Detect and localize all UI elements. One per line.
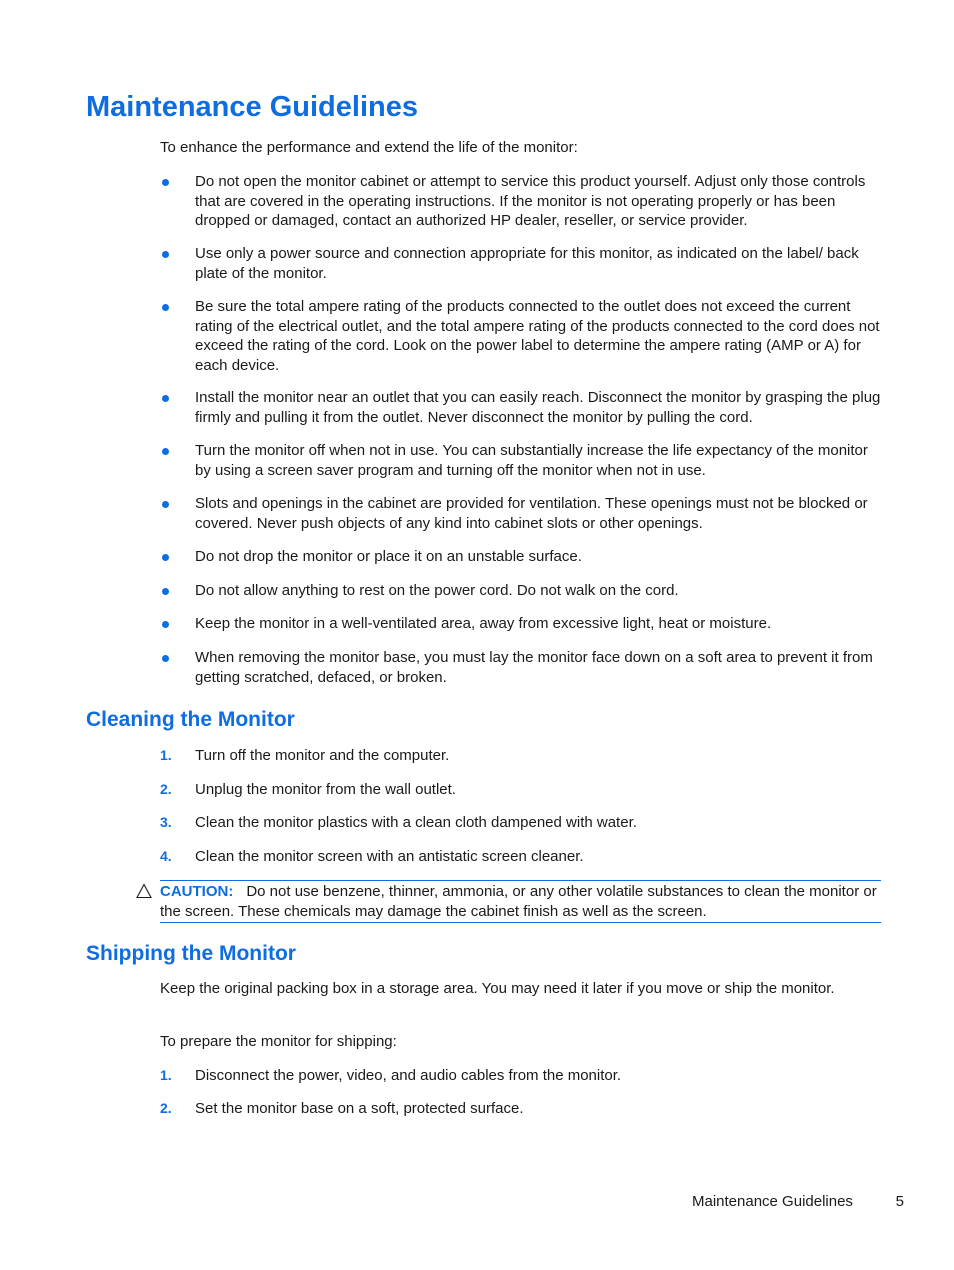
step-number: 2. (160, 781, 172, 797)
caution-label: CAUTION: (160, 883, 234, 900)
bullet-icon (162, 304, 169, 311)
bullet-icon (162, 395, 169, 402)
guideline-item: When removing the monitor base, you must lay the monitor face down on a soft area to prevent it from getting scratched, defaced, or broken. (160, 648, 882, 687)
cleaning-step: 4. Clean the monitor screen with an antistatic screen cleaner. (160, 848, 584, 865)
bullet-icon (162, 655, 169, 662)
cleaning-step: 3. Clean the monitor plastics with a clean cloth dampened with water. (160, 814, 637, 831)
caution-notice (160, 880, 881, 923)
step-number: 3. (160, 814, 172, 830)
step-number: 1. (160, 747, 172, 763)
guideline-item: Do not drop the monitor or place it on an unstable surface. (160, 547, 882, 567)
shipping-step: 2. Set the monitor base on a soft, protected surface. (160, 1100, 524, 1117)
guideline-item: Slots and openings in the cabinet are provided for ventilation. These openings must not be blocked or covered. Never push objects of any kind into cabinet slots or other openings. (160, 494, 882, 533)
shipping-heading: Shipping the Monitor (86, 942, 296, 965)
bullet-icon (162, 554, 169, 561)
page-title: Maintenance Guidelines (86, 91, 418, 123)
bullet-icon (162, 179, 169, 186)
bullet-icon (162, 448, 169, 455)
caution-text: Do not use benzene, thinner, ammonia, or any other volatile substances to clean the monitor or the screen. These chemicals may damage the cabinet finish as well as the screen. (160, 883, 877, 920)
bullet-icon (162, 501, 169, 508)
caution-triangle-icon (136, 883, 152, 899)
step-number: 2. (160, 1100, 172, 1116)
shipping-prepare-paragraph: To prepare the monitor for shipping: (160, 1033, 397, 1050)
bullet-icon (162, 588, 169, 595)
shipping-paragraph: Keep the original packing box in a storage area. You may need it later if you move or ship the monitor. (160, 980, 835, 997)
cleaning-step: 1. Turn off the monitor and the computer. (160, 747, 450, 764)
guideline-item: Turn the monitor off when not in use. You can substantially increase the life expectancy of the monitor by using a screen saver program and turning off the monitor when not in use. (160, 441, 882, 480)
guideline-item: Install the monitor near an outlet that you can easily reach. Disconnect the monitor by grasping the plug firmly and pulling it from the outlet. Never disconnect the monitor by pulling the cord. (160, 388, 882, 427)
cleaning-step: 2. Unplug the monitor from the wall outlet. (160, 781, 456, 798)
bullet-icon (162, 621, 169, 628)
guideline-item: Keep the monitor in a well-ventilated area, away from excessive light, heat or moisture. (160, 614, 882, 634)
guideline-item: Do not allow anything to rest on the power cord. Do not walk on the cord. (160, 581, 882, 601)
bullet-icon (162, 251, 169, 258)
shipping-step: 1. Disconnect the power, video, and audio cables from the monitor. (160, 1067, 622, 1084)
step-number: 4. (160, 848, 172, 864)
page-number: 5 (895, 1193, 904, 1210)
guideline-item: Do not open the monitor cabinet or attempt to service this product yourself. Adjust only those controls that are covered in the operating instructions. If the monitor is not operating properly or has been dropped or damaged, contact an authorized HP dealer, reseller, or service provider. (160, 172, 882, 231)
guideline-item: Use only a power source and connection appropriate for this monitor, as indicated on the label/ back plate of the monitor. (160, 244, 882, 283)
intro-paragraph: To enhance the performance and extend the life of the monitor: (160, 139, 578, 156)
step-number: 1. (160, 1067, 172, 1083)
cleaning-heading: Cleaning the Monitor (86, 708, 295, 731)
footer-section-title: Maintenance Guidelines (692, 1193, 853, 1210)
guideline-item: Be sure the total ampere rating of the products connected to the outlet does not exceed the current rating of the electrical outlet, and the total ampere rating of the products connected to the cord does not exceed the rating of the cord. Look on the power label to determine the ampere rating (AMP or A) for each device. (160, 297, 882, 375)
